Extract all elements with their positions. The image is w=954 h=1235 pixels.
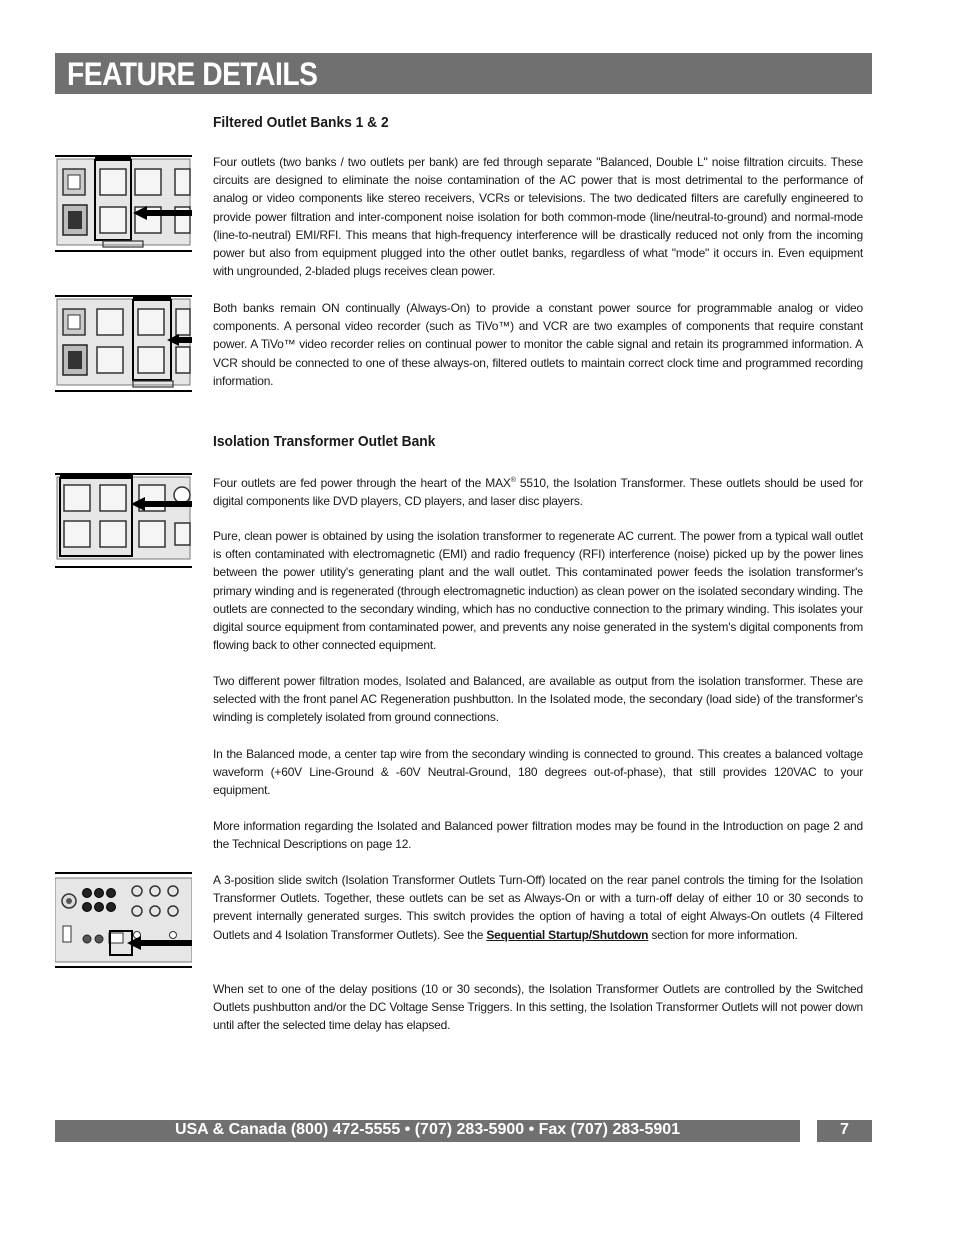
paragraph-isolation-4: In the Balanced mode, a center tap wire from the secondary winding is connected to ground. This creates a balanced voltage waveform (+60V Line-Ground & -60V Neutral-Ground, 180 degrees out-of-phase), that still provides 120VAC to your equipment. [213,747,863,798]
page-number-box [817,1120,872,1142]
paragraph-isolation-3: Two different power filtration modes, Isolated and Balanced, are available as output from the isolation transformer. These are selected with the front panel AC Regeneration pushbutton. In the Isolated mode, the secondary (load side) of the transformer's winding is completely isolated from ground connections. [213,674,863,725]
outlet-banks-diagram-1 [55,155,192,253]
rear-panel-switch-diagram [55,871,192,969]
paragraph-filtered-1: Four outlets (two banks / two outlets per bank) are fed through separate "Balanced, Double L" noise filtration circuits. These circuits are designed to eliminate the noise contamination of the AC power that is most detrimental to the performance of analog or video components like stereo receivers, VCRs or televisions. The two dedicated filters are carefully engineered to provide power filtration and inter-component noise isolation for both common-mode (line/neutral-to-ground) and normal-mode (line-to-neutral) EMI/RFI. This means that high-frequency interference will be drastically reduced not only from the incoming power but also from equipment plugged into the other outlet banks, regardless of what "mode" it occurs in. Even equipment with ungrounded, 2-bladed plugs receives clean power. [213,155,863,279]
paragraph-isolation-1-text-b: 5510, the Isolation Transformer. These outlets should be used for digital components like DVD players, CD players, and laser disc players. [213,476,863,509]
paragraph-isolation-6 [213,871,863,944]
section-heading-isolation: Isolation Transformer Outlet Bank [213,433,436,450]
header-bar [55,53,872,94]
paragraph-isolation-6-text-a: A 3-position slide switch (Isolation Transformer Outlets Turn-Off) located on the rear panel controls the timing for the Isolation Transformer Outlets. Together, these outlets can be set as Always-On or with a turn-off delay of either 10 or 30 seconds to prevent internally generated surges. This switch provides the option of having a total of eight Always-On outlets (4 Filtered Outlets and 4 Isolation Transformer Outlets). See the [213,873,863,942]
paragraph-isolation-5: More information regarding the Isolated and Balanced power filtration modes may be found in the Introduction on page 2 and the Technical Descriptions on page 12. [213,819,863,852]
section-heading-filtered: Filtered Outlet Banks 1 & 2 [213,114,389,131]
outlet-banks-diagram-2 [55,295,192,393]
paragraph-isolation-6-text-b: section for more information. [648,927,798,942]
registered-mark: ® [510,477,516,484]
paragraph-isolation-2: Pure, clean power is obtained by using the isolation transformer to regenerate AC current. The power from a typical wall outlet is often contaminated with electromagnetic (EMI) and radio frequency (RFI) interference (noise) picked up by the power lines between the power utility's generating plant and the wall outlet. This contaminated power feeds the isolation transformer's primary winding and is regenerated (through electromagnetic induction) as clean power on the isolated secondary winding. The outlets are connected to the secondary winding, which has no conductive connection to the primary winding. This isolates your digital source equipment from contaminated power, and prevents any noise generated in the system's digital components from flowing back to other connected equipment. [213,529,863,653]
paragraph-filtered-2: Both banks remain ON continually (Always-On) to provide a constant power source for programmable analog or video components. A personal video recorder (such as TiVo™) and VCR are two examples of components that require constant power. A TiVo™ video recorder relies on continual power to monitor the cable signal and retain its programmed information. A VCR should be connected to one of these always-on, filtered outlets to maintain correct clock time and programmed recording information. [213,301,863,388]
isolation-outlet-diagram [55,473,192,569]
page-number: 7 [840,1121,849,1138]
paragraph-isolation-1-text-a: Four outlets are fed power through the heart of the MAX [213,476,511,490]
page-title: FEATURE DETAILS [67,56,318,92]
sequential-startup-shutdown-link[interactable]: Sequential Startup/Shutdown [486,927,649,942]
paragraph-isolation-1 [213,472,863,510]
footer-contact: USA & Canada (800) 472-5555 • (707) 283-5900 • Fax (707) 283-5901 [174,1121,681,1138]
footer-bar [55,1120,800,1142]
paragraph-isolation-7: When set to one of the delay positions (10 or 30 seconds), the Isolation Transformer Outlets are controlled by the Switched Outlets pushbutton and/or the DC Voltage Sense Triggers. In this setting, the Isolation Transformer Outlets will not power down until after the selected time delay has elapsed. [213,982,863,1033]
